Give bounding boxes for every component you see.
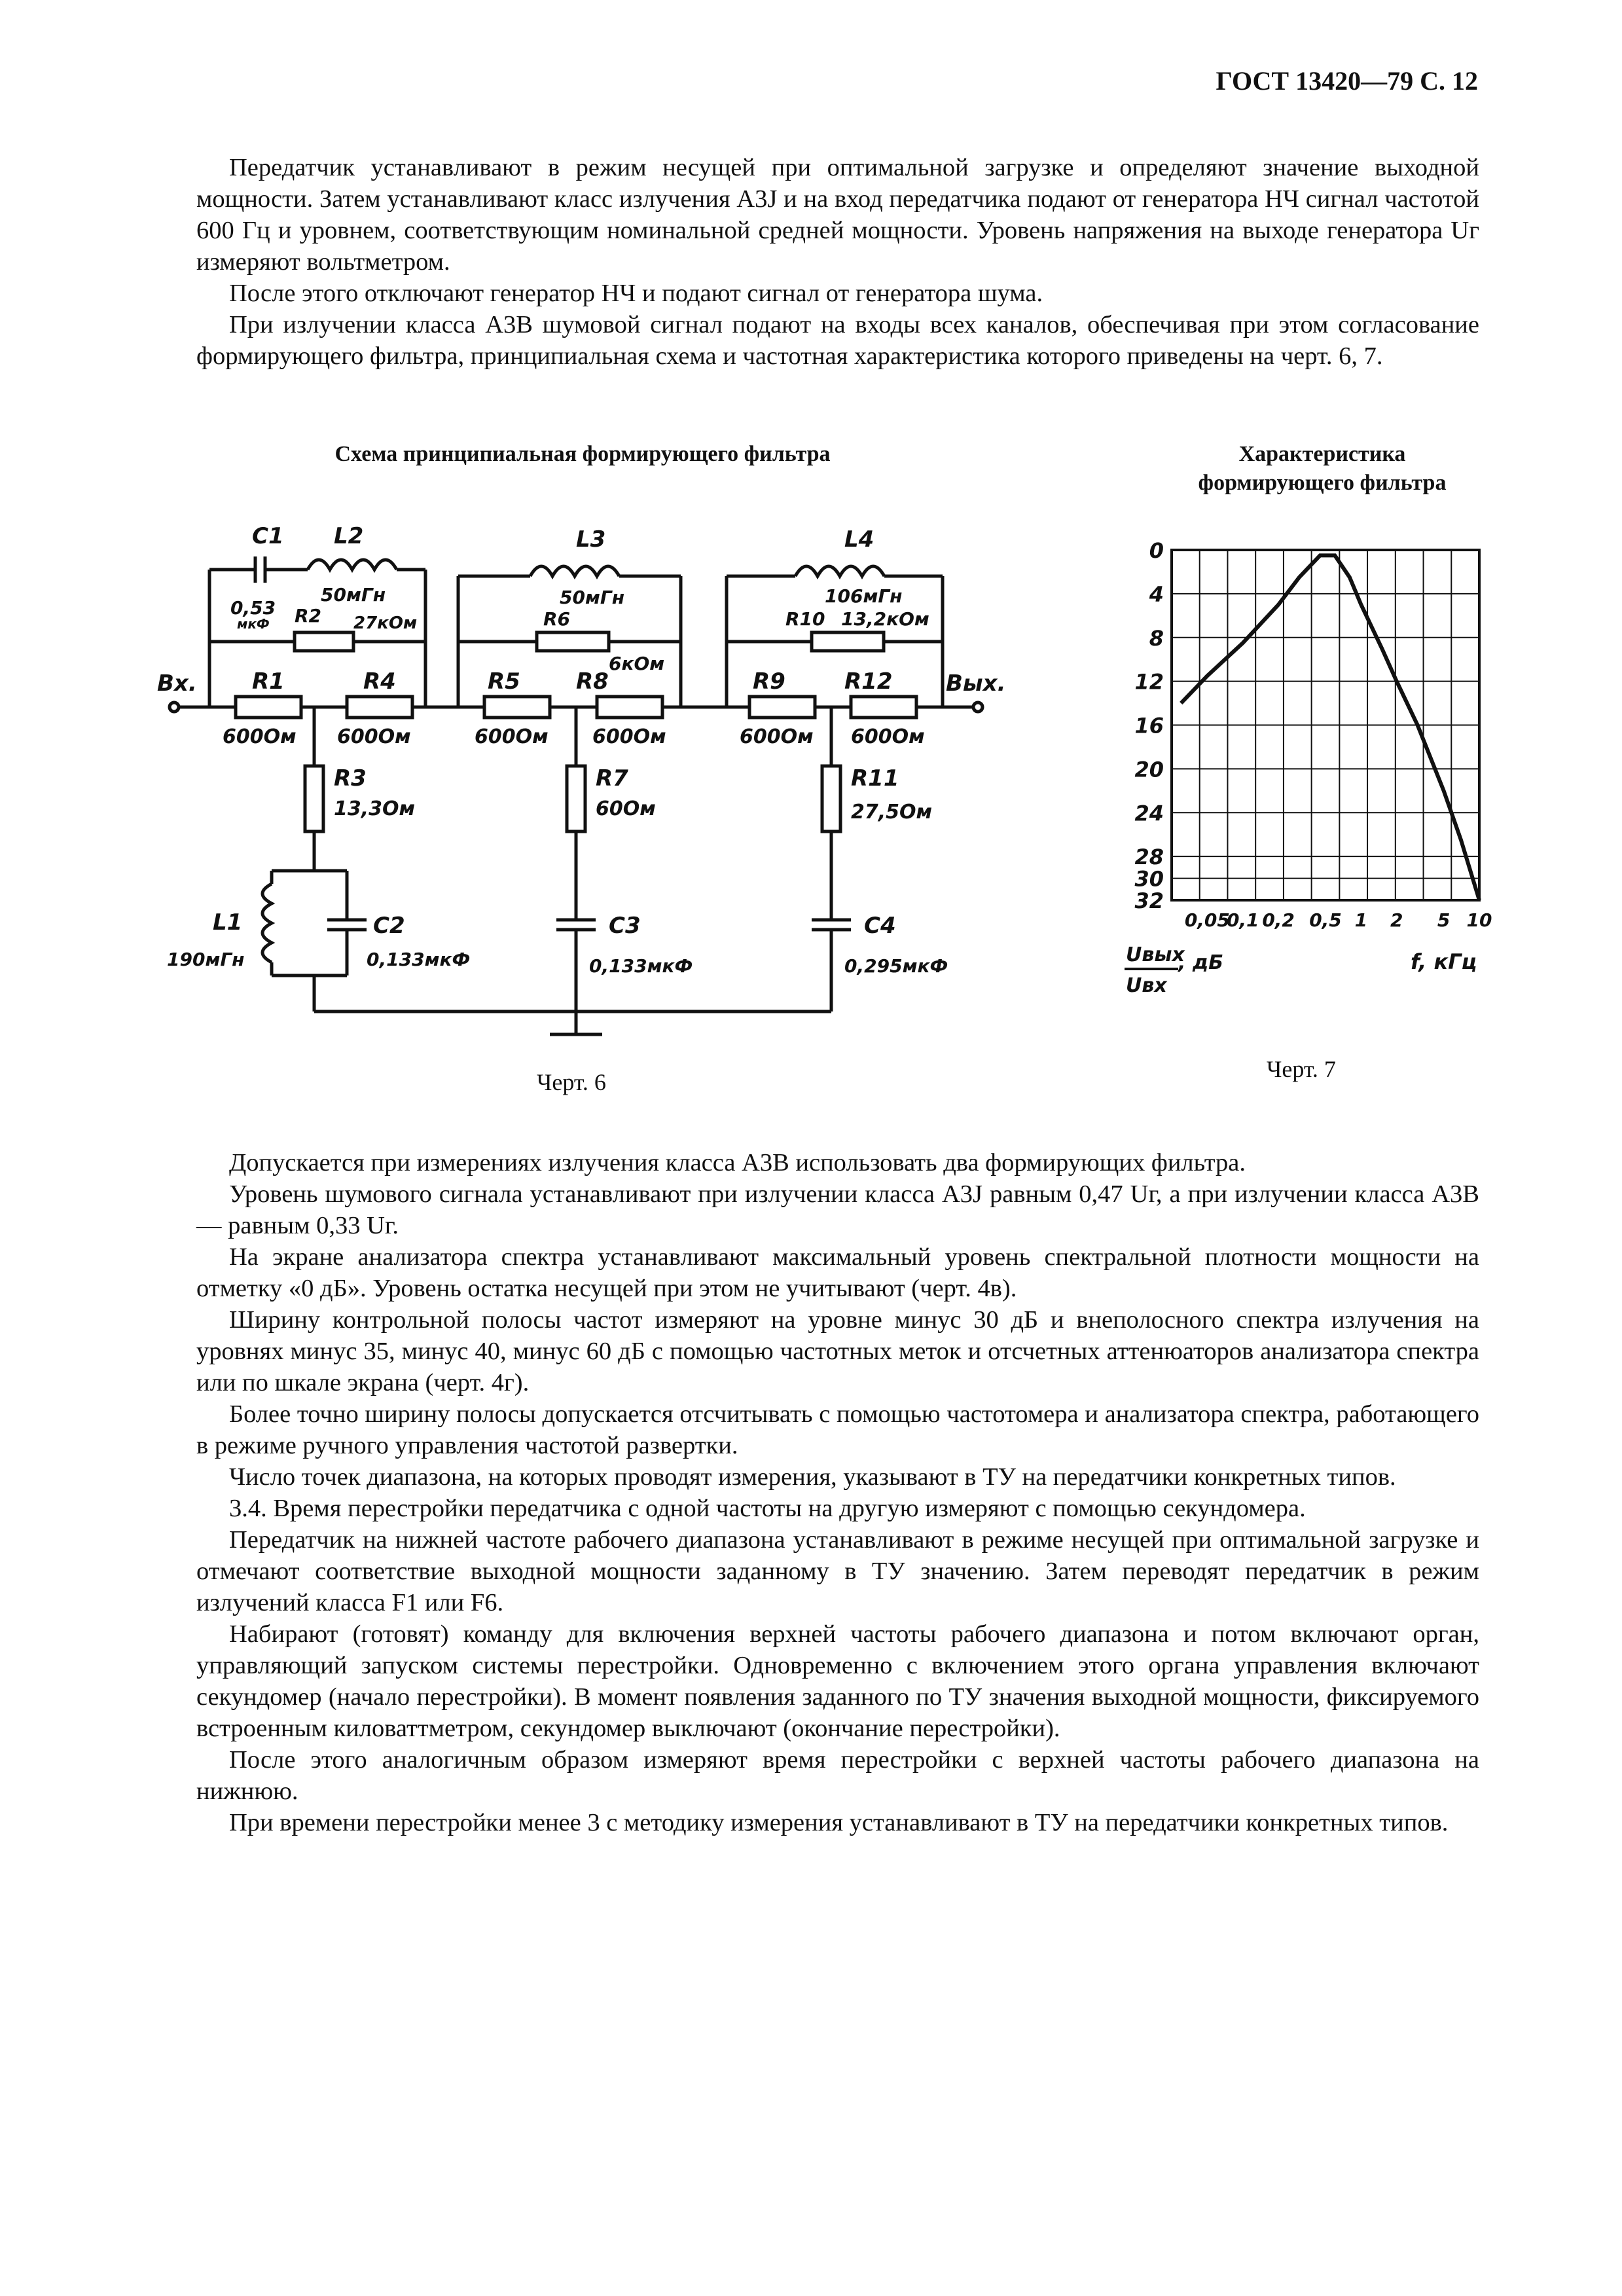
value-r7: 60Ом — [596, 797, 656, 820]
body-text — [196, 1147, 1479, 1838]
value-r3: 13,3Ом — [334, 797, 416, 820]
label-r5: R5 — [488, 668, 520, 695]
label-r10: R10 — [785, 608, 825, 630]
value-c1-unit: мкФ — [237, 616, 270, 632]
paragraph: Набирают (готовят) команду для включения верхней частоты рабочего диапазона и потом включают орган, управляющий запуском системы перестройки. Одновременно с включением этого органа управления включают секундомер (начало перестройки). В момент появления заданного по ТУ значения выходной мощности, фиксируемого встроенным киловаттметром, секундомер выключают (окончание перестройки). — [196, 1620, 1479, 1742]
x-tick-label: 0,5 — [1309, 909, 1342, 931]
xlabel: f, кГц — [1411, 949, 1477, 974]
filter-response-chart — [1113, 534, 1505, 1011]
value-r8: 600Ом — [592, 725, 666, 748]
response-curve — [1181, 555, 1479, 900]
label-r3: R3 — [334, 765, 367, 792]
label-c3: C3 — [609, 913, 641, 939]
paragraph: Допускается при измерениях излучения класса A3B использовать два формирующих фильтра. — [229, 1149, 1246, 1176]
label-l1: L1 — [213, 909, 243, 936]
y-tick-label: 24 — [1134, 801, 1164, 826]
y-tick-label: 32 — [1134, 888, 1164, 913]
label-c2: C2 — [373, 913, 405, 939]
y-tick-label: 20 — [1134, 757, 1164, 782]
value-r1: 600Ом — [223, 725, 297, 748]
paragraph: Передатчик на нижней частоте рабочего диапазона устанавливают в режиме несущей при оптимальной загрузке и отмечают соответствие выходной мощности заданному в ТУ значению. Затем переводят передатчик в режим излучений класса F1 или F6. — [196, 1526, 1479, 1616]
value-c2: 0,133мкФ — [367, 949, 471, 970]
value-r5: 600Ом — [475, 725, 549, 748]
x-tick-label: 0,1 — [1226, 909, 1259, 931]
intro-text — [196, 152, 1479, 372]
value-r6: 6кОм — [609, 653, 665, 674]
label-l2: L2 — [334, 523, 364, 549]
figure7-title-line: формирующего фильтра — [1198, 471, 1447, 495]
label-r2: R2 — [295, 605, 322, 627]
value-l2: 50мГн — [321, 584, 386, 606]
label-r7: R7 — [596, 765, 628, 792]
paragraph: При излучении класса A3B шумовой сигнал подают на входы всех каналов, обеспечивая при этом согласование формирующего фильтра, принципиальная схема и частотная характеристика которого приведены на черт. 6, 7. — [196, 311, 1479, 370]
paragraph: После этого аналогичным образом измеряют время перестройки с верхней частоты рабочего диапазона на нижнюю. — [196, 1746, 1479, 1805]
paragraph: Число точек диапазона, на которых проводят измерения, указывают в ТУ на передатчики конкретных типов. — [229, 1463, 1396, 1491]
figure6-caption: Черт. 6 — [537, 1069, 606, 1095]
x-tick-label: 0,2 — [1262, 909, 1295, 931]
input-label: Вх. — [157, 670, 197, 697]
figure7-title-line: Характеристика — [1238, 442, 1406, 466]
output-label: Вых. — [946, 670, 1006, 697]
label-r1: R1 — [252, 668, 285, 695]
x-tick-label: 10 — [1466, 909, 1492, 931]
ylabel-numerator: Uвых — [1126, 943, 1185, 966]
filter-schematic — [157, 517, 1034, 1054]
ylabel-unit: , дБ — [1178, 951, 1223, 974]
label-l3: L3 — [576, 526, 606, 553]
figure6-title: Схема принципиальная формирующего фильтра — [334, 442, 831, 466]
ylabel-denominator: Uвх — [1126, 974, 1167, 997]
value-r9: 600Ом — [740, 725, 814, 748]
x-tick-label: 5 — [1437, 909, 1451, 931]
y-tick-label: 8 — [1149, 625, 1164, 651]
y-tick-label: 28 — [1134, 845, 1164, 870]
paragraph: После этого отключают генератор НЧ и подают сигнал от генератора шума. — [229, 280, 1043, 307]
label-r12: R12 — [844, 668, 893, 695]
y-tick-label: 16 — [1134, 713, 1164, 738]
value-l1: 190мГн — [167, 949, 245, 970]
paragraph: На экране анализатора спектра устанавливают максимальный уровень спектральной плотности мощности на отметку «0 дБ». Уровень остатка несущей при этом не учитывают (черт. 4в). — [196, 1243, 1479, 1302]
page-header: ГОСТ 13420—79 С. 12 — [1216, 66, 1478, 96]
value-r12: 600Ом — [851, 725, 925, 748]
x-tick-label: 1 — [1354, 909, 1368, 931]
value-l4: 106мГн — [825, 585, 903, 607]
y-tick-label: 0 — [1149, 538, 1164, 563]
figure7-caption: Черт. 7 — [1267, 1056, 1336, 1082]
value-r2: 27кОм — [353, 613, 418, 633]
paragraph: 3.4. Время перестройки передатчика с одной частоты на другую измеряют с помощью секундомера. — [229, 1495, 1306, 1522]
paragraph: Ширину контрольной полосы частот измеряют на уровне минус 30 дБ и внеполосного спектра излучения на уровнях минус 35, минус 40, минус 60 дБ с помощью частотных меток и отсчетных аттенюаторов анализатора спектра или по шкале экрана (черт. 4г). — [196, 1306, 1479, 1396]
y-tick-label: 12 — [1134, 669, 1164, 695]
y-tick-label: 30 — [1134, 866, 1164, 892]
label-r9: R9 — [753, 668, 785, 695]
x-tick-label: 2 — [1390, 909, 1403, 931]
paragraph: Более точно ширину полосы допускается отсчитывать с помощью частотомера и анализатора спектра, работающего в режиме ручного управления частотой развертки. — [196, 1400, 1479, 1459]
figure7-title — [1139, 440, 1505, 498]
x-tick-label: 0,05 — [1184, 909, 1230, 931]
label-r4: R4 — [363, 668, 396, 695]
y-tick-label: 4 — [1149, 581, 1164, 607]
value-r10: 13,2кОм — [841, 608, 929, 630]
value-l3: 50мГн — [560, 587, 625, 608]
label-r8: R8 — [576, 668, 609, 695]
label-c1: C1 — [252, 523, 284, 549]
value-r11: 27,5Ом — [851, 801, 933, 824]
value-c1: 0,53 — [230, 597, 276, 619]
paragraph: Передатчик устанавливают в режим несущей при оптимальной загрузке и определяют значение выходной мощности. Затем устанавливают класс излучения A3J и на вход передатчика подают от генератора НЧ сигнал частотой 600 Гц и уровнем, соответствующим номинальной средней мощности. Уровень напряжения на выходе генератора Uг измеряют вольтметром. — [196, 154, 1479, 276]
label-l4: L4 — [844, 526, 874, 553]
label-c4: C4 — [864, 913, 896, 939]
value-c3: 0,133мкФ — [589, 955, 693, 977]
paragraph: При времени перестройки менее 3 с методику измерения устанавливают в ТУ на передатчики конкретных типов. — [229, 1809, 1449, 1836]
paragraph: Уровень шумового сигнала устанавливают при излучении класса A3J равным 0,47 Uг, а при излучении класса A3B — равным 0,33 Uг. — [196, 1180, 1479, 1239]
label-r11: R11 — [851, 765, 899, 792]
value-r4: 600Ом — [337, 725, 411, 748]
label-r6: R6 — [543, 608, 571, 630]
value-c4: 0,295мкФ — [844, 955, 948, 977]
